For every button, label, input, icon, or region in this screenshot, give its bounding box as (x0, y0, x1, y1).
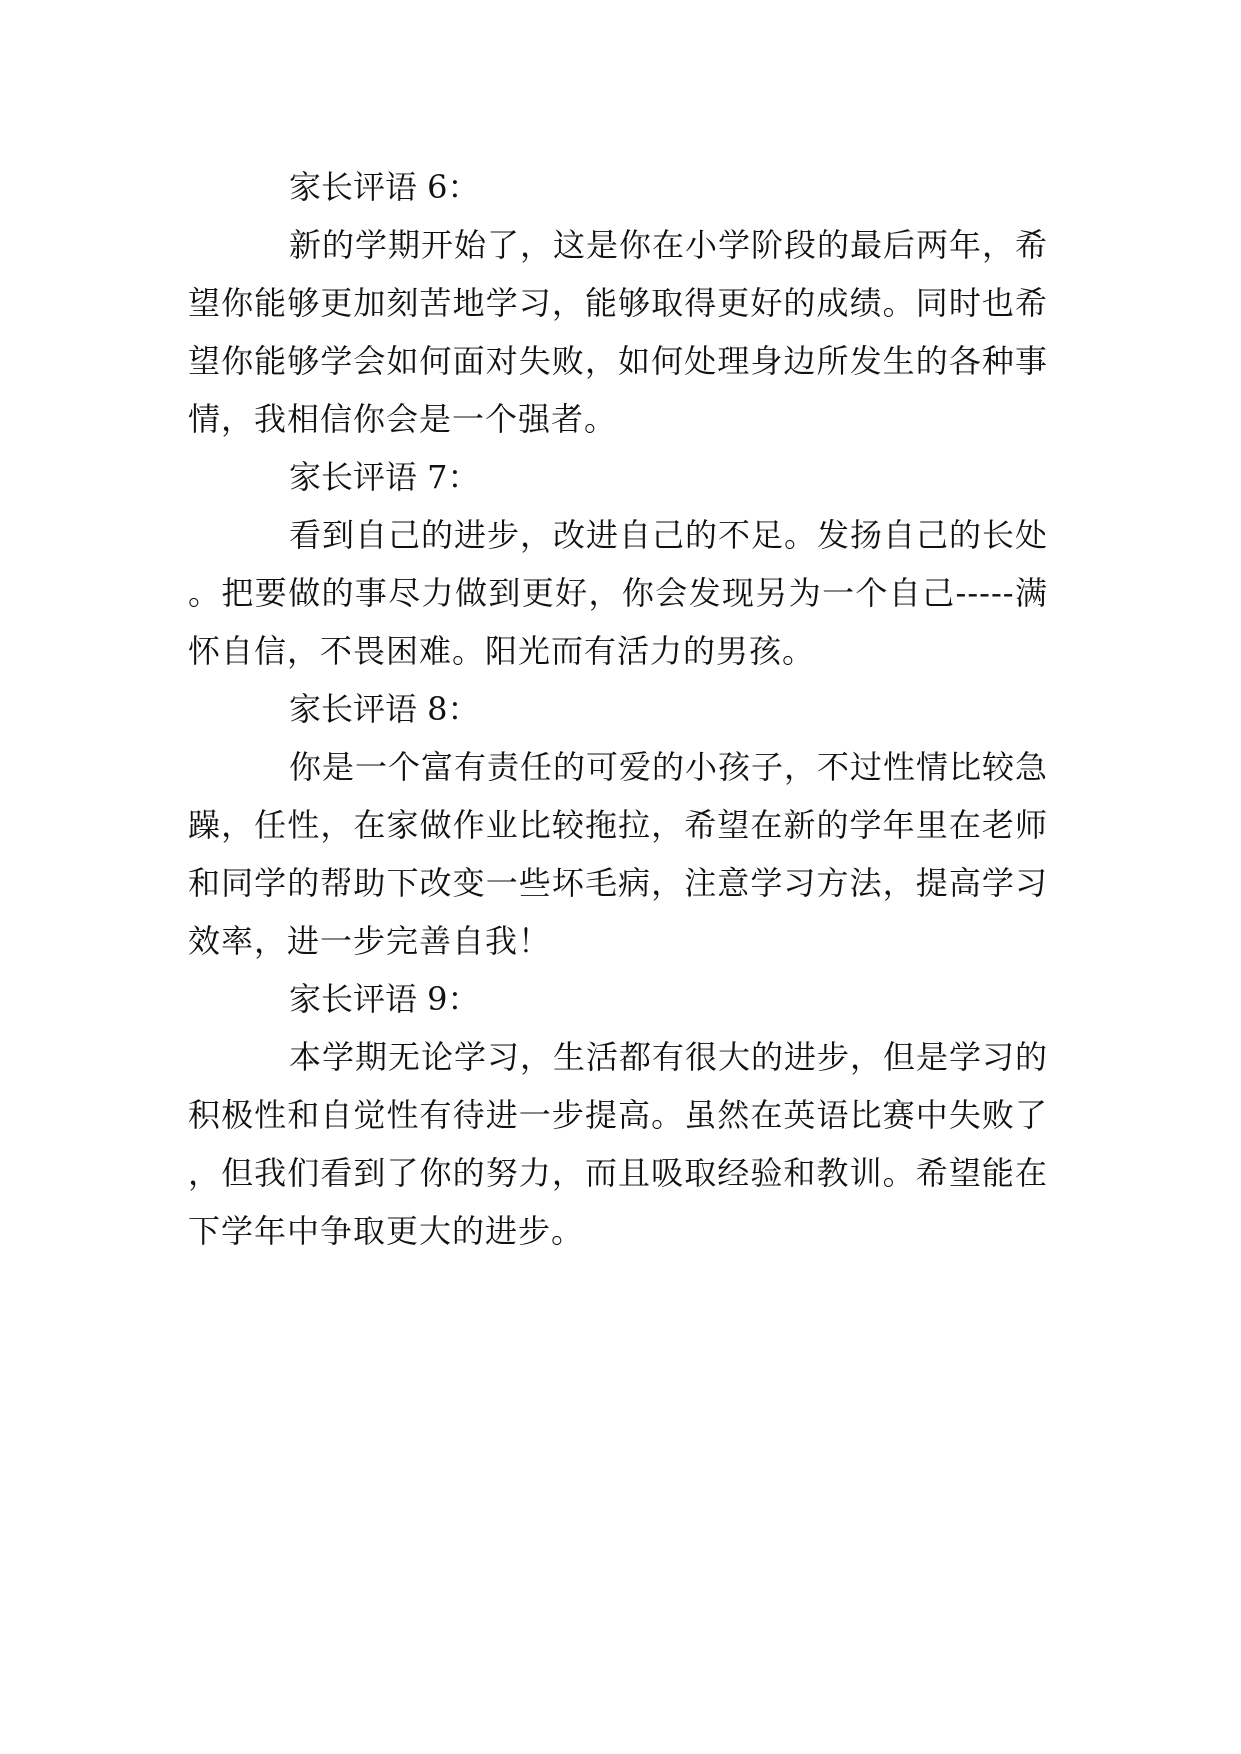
section-heading: 家长评语 9： (289, 980, 480, 1018)
section-body: 你是一个富有责任的可爱的小孩子，不过性情比较急躁，任性，在家做作业比较拖拉，希望在新的学年里在老师和同学的帮助下改变一些坏毛病，注意学习方法，提高学习效率，进一步完善自我！ (188, 748, 1049, 960)
section-body: 新的学期开始了，这是你在小学阶段的最后两年，希望你能够更加刻苦地学习，能够取得更好的成绩。同时也希望你能够学会如何面对失败，如何处理身边所发生的各种事情，我相信你会是一个强者。 (188, 226, 1049, 438)
section-body: 看到自己的进步，改进自己的不足。发扬自己的长处。把要做的事尽力做到更好，你会发现另为一个自己-----满怀自信，不畏困难。阳光而有活力的男孩。 (188, 516, 1049, 670)
comment-section-9 (188, 970, 1048, 1260)
section-heading: 家长评语 8： (289, 690, 480, 728)
section-body: 本学期无论学习，生活都有很大的进步，但是学习的积极性和自觉性有待进一步提高。虽然在英语比赛中失败了，但我们看到了你的努力，而且吸取经验和教训。希望能在下学年中争取更大的进步。 (188, 1038, 1049, 1250)
section-heading: 家长评语 6： (289, 168, 480, 206)
section-heading: 家长评语 7： (289, 458, 480, 496)
comment-section-7 (188, 448, 1048, 680)
comment-section-8 (188, 680, 1048, 970)
comment-section-6 (188, 158, 1048, 448)
document-page (188, 158, 1048, 1260)
